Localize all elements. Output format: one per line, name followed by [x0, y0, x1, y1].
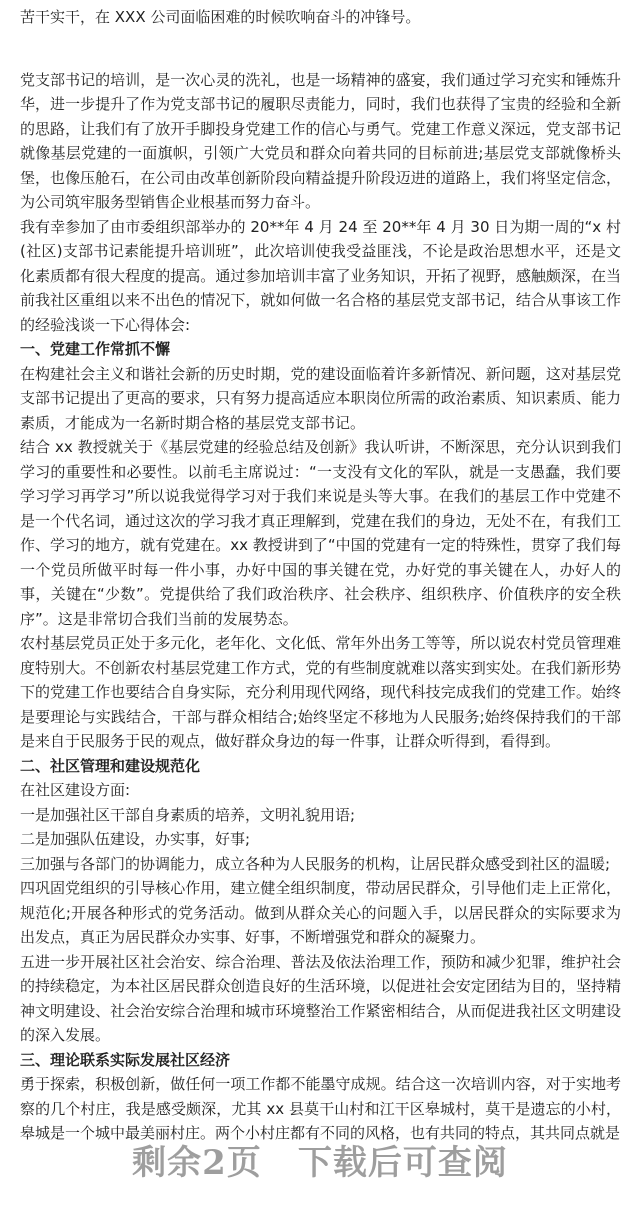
paragraph: 勇于探索，积极创新，做任何一项工作都不能墨守成规。结合这一次培训内容，对于实地考察的几个村庄，我是感受颇深，尤其 xx 县莫干山村和江干区皋城村，莫干是遗忘的小村，皋城是一个城中最美丽村庄。两个小村庄都有不同的风格，也有共同的特点，其共同点就是 — [20, 1075, 621, 1142]
paragraph: 在社区建设方面: — [20, 781, 131, 799]
paragraph: 五进一步开展社区社会治安、综合治理、普法及依法治理工作，预防和减少犯罪，维护社会的持续稳定，为本社区居民群众创造良好的生活环境，以促进社会安定团结为目的，坚持精神文明建设、社会治安综合治理和城市环境整治工作紧密相结合，从而促进我社区文明建设的深入发展。 — [20, 952, 621, 1044]
paragraph-list — [20, 68, 621, 1146]
paragraph: 三加强与各部门的协调能力，成立各种为人民服务的机构，让居民群众感受到社区的温暖; — [20, 854, 611, 873]
section-heading: 三、理论联系实际发展社区经济 — [20, 1050, 231, 1069]
section-heading: 二、社区管理和建设规范化 — [20, 756, 201, 775]
paragraph: 一是加强社区干部自身素质的培养，文明礼貌用语; — [20, 805, 356, 824]
paragraph: 党支部书记的培训，是一次心灵的洗礼，也是一场精神的盛宴，我们通过学习充实和锤炼升华，进一步提升了作为党支部书记的履职尽责能力，同时，我们也获得了宝贵的经验和全新的思路，让我们有了放开手脚投身党建工作的信心与勇气。党建工作意义深远，党支部书记就像基层党建的一面旗帜，引领广大党员和群众向着共同的目标前进;基层党支部就像桥头堡，也像压舱石，在公司由改革创新阶段向精益提升阶段迈进的道路上，我们将坚定信念，为公司筑牢服务型销售企业根基而努力奋斗。 — [20, 70, 621, 211]
paragraph: 二是加强队伍建设，办实事，好事; — [20, 830, 251, 848]
remaining-pages-text: 剩余2页 — [132, 1143, 262, 1183]
paragraph-fragment: 苦干实干，在 XXX 公司面临困难的时候吹响奋斗的冲锋号。 — [20, 8, 421, 26]
download-banner[interactable] — [0, 1135, 640, 1184]
paragraph: 在构建社会主义和谐社会新的历史时期，党的建设面临着许多新情况、新问题，这对基层党支部书记提出了更高的要求，只有努力提高适应本职岗位所需的政治素质、知识素质、能力素质，才能成为一名新时期合格的基层党支部书记。 — [20, 364, 621, 432]
paragraph: 农村基层党员正处于多元化，老年化、文化低、常年外出务工等等，所以说农村党员管理难度特别大。不创新农村基层党建工作方式，党的有些制度就难以落实到实处。在我们新形势下的党建工作也要结合自身实际，充分利用现代网络，现代科技完成我们的党建工作。始终是要理论与实践结合，干部与群众相结合;始终坚定不移地为人民服务;始终保持我们的干部是来自于民服务于民的观点，做好群众身边的每一件事，让群众听得到，看得到。 — [20, 634, 621, 750]
paragraph: 结合 xx 教授就关于《基层党建的经验总结及创新》我认听讲，不断深思，充分认识到我们学习的重要性和必要性。以前毛主席说过：“一支没有文化的军队，就是一支愚蠢，我们要学习学习再学习”所以说我觉得学习对于我们来说是头等大事。在我们的基层工作中党建不是一个代名词，通过这次的学习我才真正理解到，党建在我们的身边，无处不在，有我们工作、学习的地方，就有党建在。xx 教授讲到了“中国的党建有一定的特殊性，贯穿了我们每一个党员所做平时每一件小事，办好中国的事关键在党，办好党的事关键在人，办好人的事，关键在“少数”。党提供给了我们政治秩序、社会秩序、组织秩序、价值秩序的安全秩序”。这是非常切合我们当前的发展势态。 — [20, 438, 621, 628]
download-prompt-text: 下载后可查阅 — [297, 1143, 508, 1183]
paragraph: 我有幸参加了由市委组织部举办的 20**年 4 月 24 至 20**年 4 月 30 日为期一周的“x 村(社区)支部书记素能提升培训班”，此次培训使我受益匪浅，不论是政治思想水平，还是文化素质都有很大程度的提高。通过参加培训丰富了业务知识，开拓了视野，感触颇深，在当前我社区重组以来不出色的情况下，就如何做一名合格的基层党支部书记，结合从事该工作的经验浅谈一下心得体会: — [20, 217, 621, 334]
document-body — [20, 0, 621, 1146]
section-heading: 一、党建工作常抓不懈 — [20, 340, 171, 358]
spacer — [20, 30, 621, 68]
paragraph: 四巩固党组织的引导核心作用，建立健全组织制度，带动居民群众，引导他们走上正常化，规范化;开展各种形式的党务活动。做到从群众关心的问题入手，以居民群众的实际要求为出发点，真正为居民群众办实事、好事，不断增强党和群众的凝聚力。 — [20, 879, 621, 946]
